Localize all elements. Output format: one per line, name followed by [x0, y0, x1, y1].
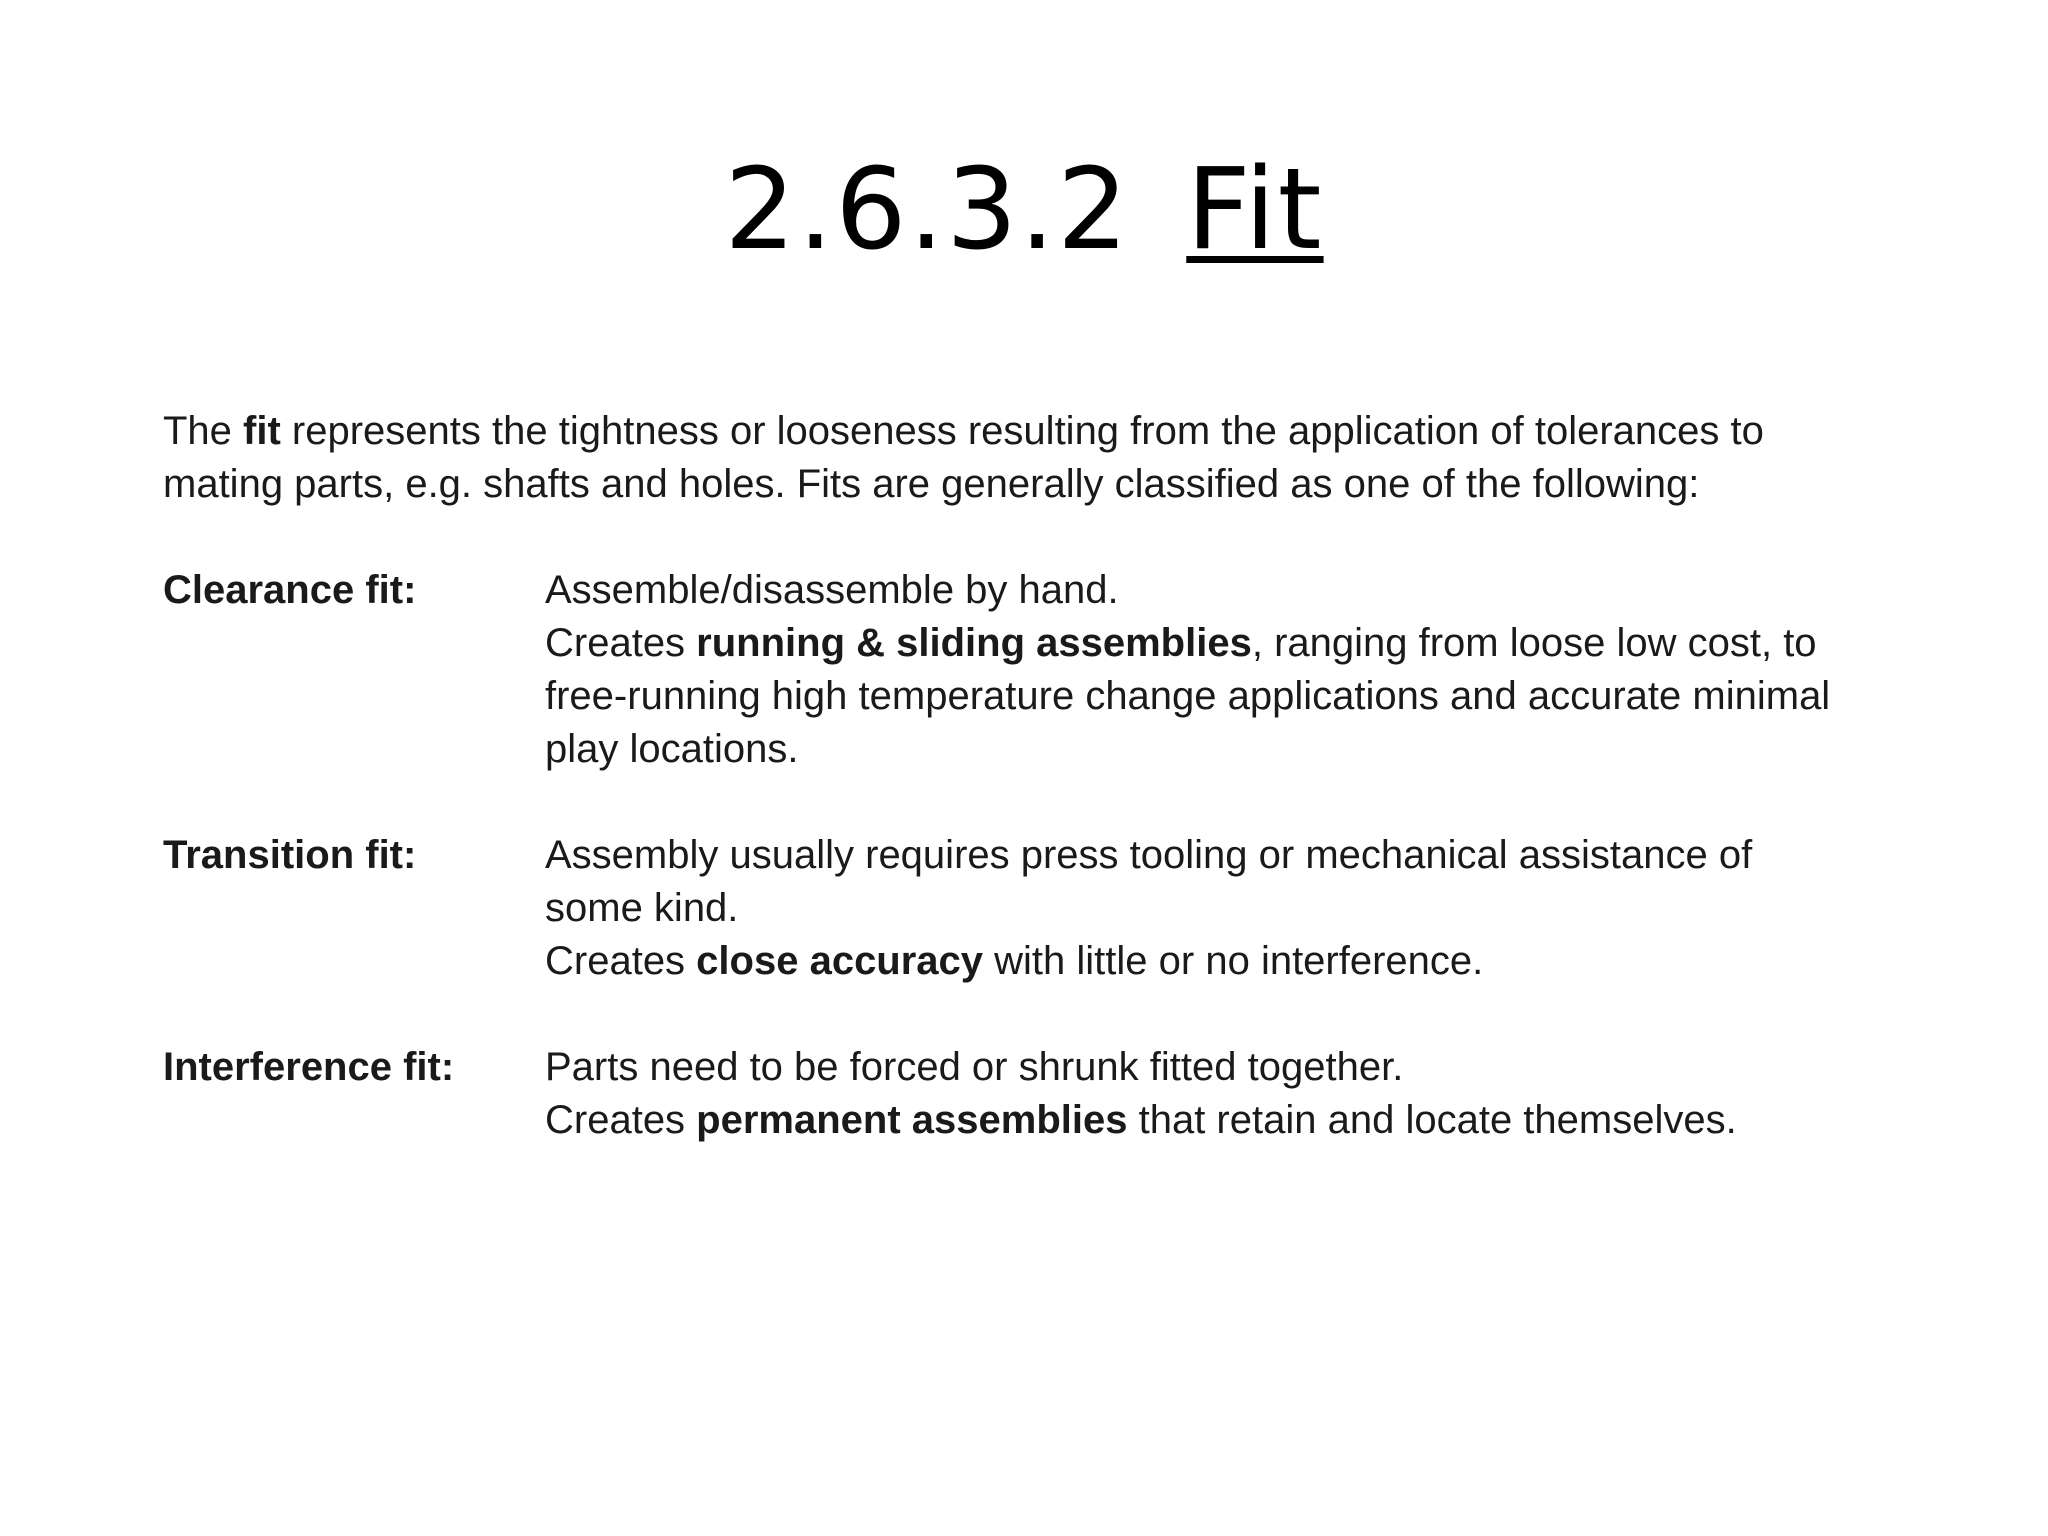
fit-description [545, 1041, 1835, 1147]
fit-definitions-list [163, 564, 1863, 1147]
fit-description-prefix: Creates [545, 939, 697, 983]
fit-term: Interference fit: [163, 1045, 455, 1089]
fit-description-suffix: , ranging from loose low cost, to free-running high temperature change applications and accurate minimal play locations. [545, 621, 1831, 771]
slide-content [163, 405, 1863, 1200]
fit-description-line: Assemble/disassemble by hand. [545, 568, 1119, 612]
fit-description-prefix: Creates [545, 1098, 697, 1142]
fit-term: Transition fit: [163, 833, 417, 877]
intro-text-start: The [163, 409, 244, 453]
fit-description-emphasis: running & sliding assemblies [696, 621, 1252, 665]
fit-description-line: Assembly usually requires press tooling or mechanical assistance of some kind. [545, 833, 1753, 930]
fit-description-emphasis: permanent assemblies [696, 1098, 1128, 1142]
fit-row-clearance [163, 564, 1863, 776]
slide-title [0, 140, 2048, 280]
fit-description [545, 564, 1835, 776]
fit-row-transition [163, 829, 1863, 988]
fit-term: Clearance fit: [163, 568, 417, 612]
title-word: Fit [1186, 145, 1324, 275]
fit-description-line: Parts need to be forced or shrunk fitted together. [545, 1045, 1404, 1089]
intro-bold-term: fit [243, 409, 281, 453]
fit-description-line [545, 935, 1835, 988]
fit-row-interference [163, 1041, 1863, 1147]
fit-description-line [545, 617, 1835, 776]
fit-description [545, 829, 1835, 988]
fit-description-line [545, 1094, 1835, 1147]
intro-paragraph [163, 405, 1823, 511]
fit-description-prefix: Creates [545, 621, 697, 665]
fit-description-suffix: that retain and locate themselves. [1127, 1098, 1737, 1142]
fit-description-emphasis: close accuracy [696, 939, 984, 983]
intro-text-rest: represents the tightness or looseness resulting from the application of tolerances to mating parts, e.g. shafts and holes. Fits are generally classified as one of the following: [163, 409, 1764, 506]
title-number: 2.6.3.2 [724, 145, 1131, 275]
fit-description-suffix: with little or no interference. [983, 939, 1484, 983]
